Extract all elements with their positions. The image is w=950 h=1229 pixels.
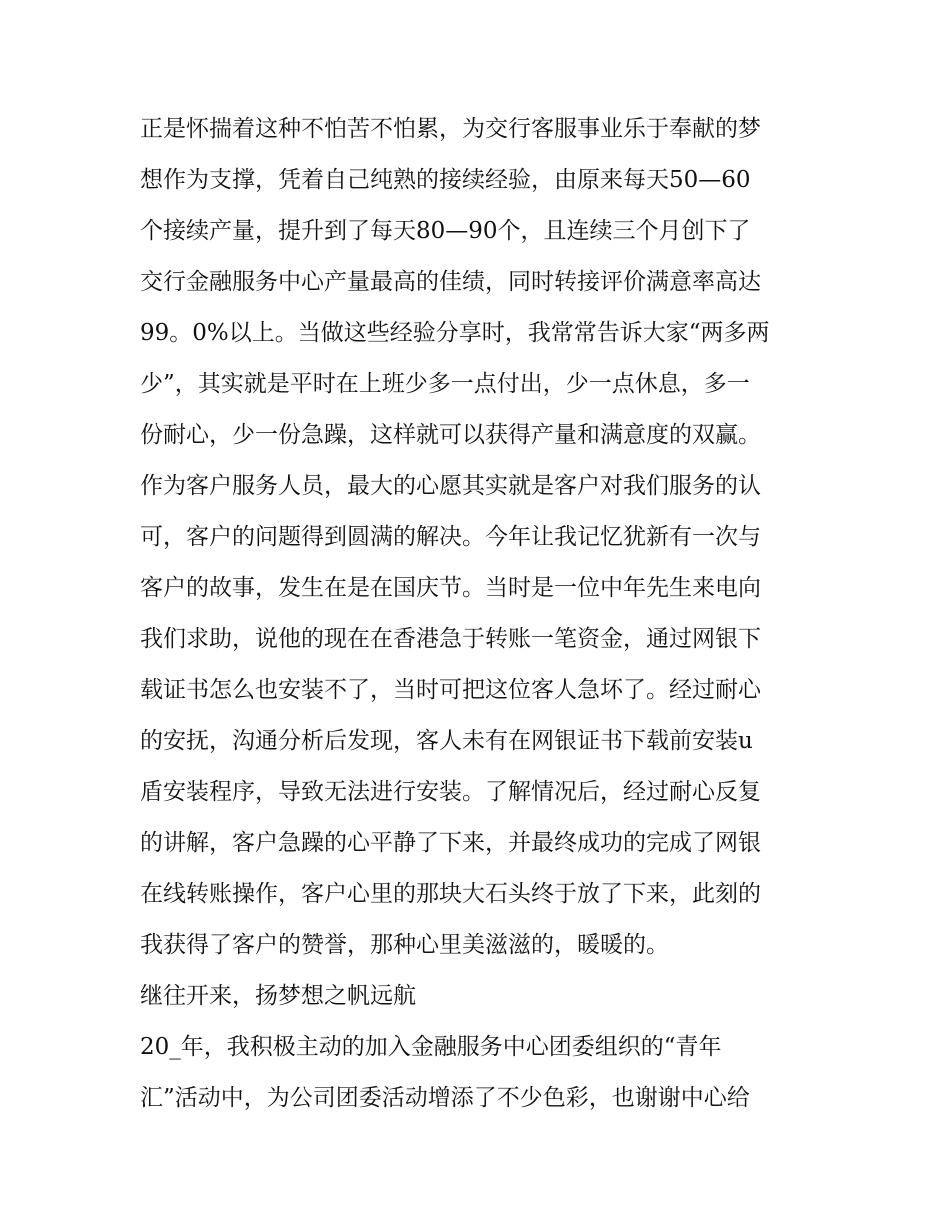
body-text [140, 104, 820, 1124]
text-line-14: 盾安装程序，导致无法进行安装。了解情况后，经过耐心反复 [140, 779, 761, 805]
text-line-9: 可，客户的问题得到圆满的解决。今年让我记忆犹新有一次与 [140, 524, 761, 550]
text-line-19: 20_年，我积极主动的加入金融服务中心团委组织的“青年 [140, 1034, 722, 1060]
text-line-17: 我获得了客户的赞誉，那种心里美滋滋的，暖暖的。 [140, 932, 669, 958]
text-line-2: 想作为支撑，凭着自己纯熟的接续经验，由原来每天50—60 [140, 167, 751, 193]
text-line-4: 交行金融服务中心产量最高的佳绩，同时转接评价满意率高达 [140, 269, 761, 295]
text-line-3: 个接续产量，提升到了每天80—90个，且连续三个月创下了 [140, 218, 751, 244]
text-line-5: 99。0%以上。当做这些经验分享时，我常常告诉大家“两多两 [140, 320, 770, 346]
text-line-1: 正是怀揣着这种不怕苦不怕累，为交行客服事业乐于奉献的梦 [140, 116, 761, 142]
text-line-8: 作为客户服务人员，最大的心愿其实就是客户对我们服务的认 [140, 473, 761, 499]
text-line-10: 客户的故事，发生在是在国庆节。当时是一位中年先生来电向 [140, 575, 761, 601]
text-line-16: 在线转账操作，客户心里的那块大石头终于放了下来，此刻的 [140, 881, 761, 907]
text-line-11: 我们求助，说他的现在在香港急于转账一笔资金，通过网银下 [140, 626, 761, 652]
text-line-15: 的讲解，客户急躁的心平静了下来，并最终成功的完成了网银 [140, 830, 761, 856]
text-line-20: 汇”活动中，为公司团委活动增添了不少色彩，也谢谢中心给 [140, 1085, 750, 1111]
text-line-6: 少”，其实就是平时在上班少多一点付出，少一点休息，多一 [140, 371, 750, 397]
text-line-13: 的安抚，沟通分析后发现，客人未有在网银证书下载前安装u [140, 728, 753, 754]
text-line-12: 载证书怎么也安装不了，当时可把这位客人急坏了。经过耐心 [140, 677, 761, 703]
text-line-7: 份耐心，少一份急躁，这样就可以获得产量和满意度的双赢。 [140, 422, 761, 448]
section-heading: 继往开来，扬梦想之帆远航 [140, 983, 416, 1009]
